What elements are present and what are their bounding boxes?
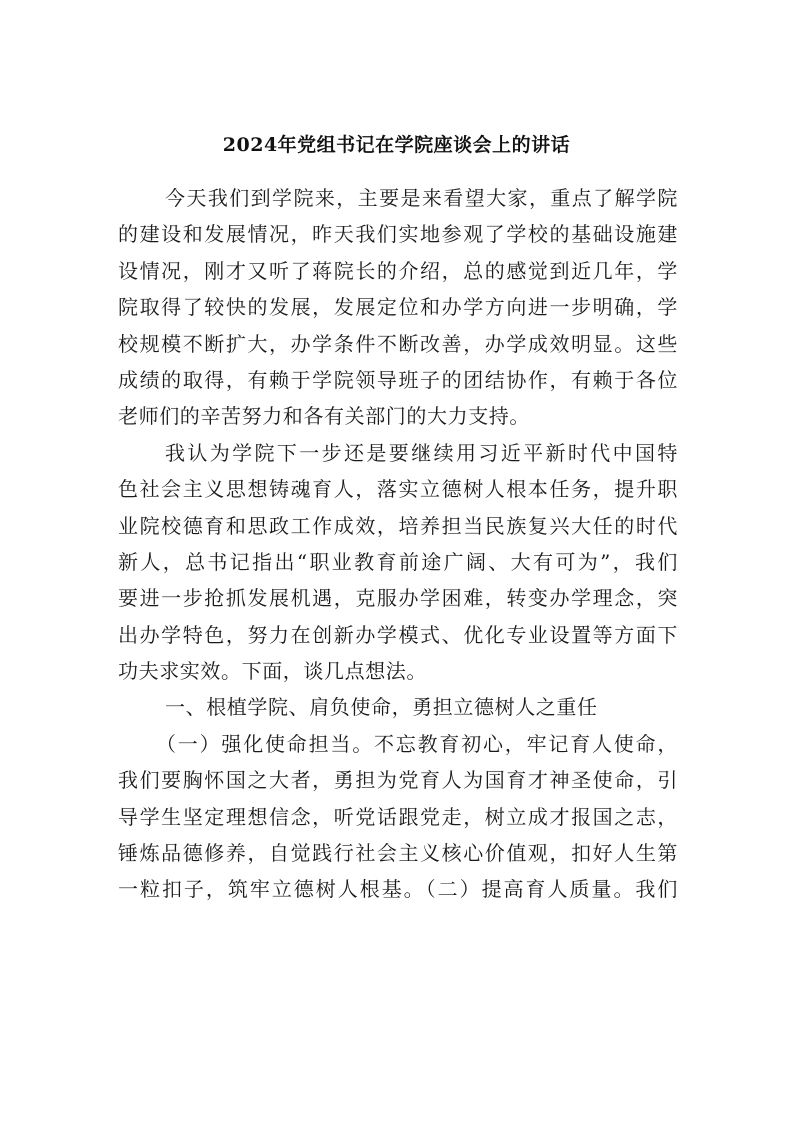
paragraph-3-line-2: 我们要胸怀国之大者，勇担为党育人为国育才神圣使命，引: [118, 768, 678, 793]
paragraph-1-line-1: 今天我们到学院来，主要是来看望大家，重点了解学院: [165, 186, 678, 210]
paragraph-2-line-7: 功夫求实效。下面，谈几点想法。: [118, 659, 427, 684]
paragraph-2-line-4: 新人，总书记指出“职业教育前途广阔、大有可为”，我们: [118, 549, 678, 574]
paragraph-3-line-4: 锤炼品德修养，自觉践行社会主义核心价值观，扣好人生第: [118, 841, 678, 866]
document-body: [118, 180, 678, 908]
paragraph-3-line-5: 一粒扣子，筑牢立德树人根基。（二）提高育人质量。我们: [118, 877, 678, 902]
document-title: 2024年党组书记在学院座谈会上的讲话: [222, 134, 571, 156]
paragraph-2-line-1: 我认为学院下一步还是要继续用习近平新时代中国特: [165, 440, 678, 465]
paragraph-2-line-5: 要进一步抢抓发展机遇，克服办学困难，转变办学理念，突: [118, 586, 678, 611]
paragraph-1-line-6: 成绩的取得，有赖于学院领导班子的团结协作，有赖于各位: [118, 367, 678, 392]
paragraph-3-line-3: 导学生坚定理想信念，听党话跟党走，树立成才报国之志，: [118, 804, 678, 829]
paragraph-1-line-5: 校规模不断扩大，办学条件不断改善，办学成效明显。这些: [118, 331, 678, 356]
paragraph-1-line-7: 老师们的辛苦努力和各有关部门的大力支持。: [118, 404, 530, 429]
paragraph-2-line-2: 色社会主义思想铸魂育人，落实立德树人根本任务，提升职: [118, 477, 678, 502]
paragraph-1-line-3: 设情况，刚才又听了蒋院长的介绍，总的感觉到近几年，学: [118, 258, 678, 283]
paragraph-1-line-2: 的建设和发展情况，昨天我们实地参观了学校的基础设施建: [118, 222, 678, 247]
section-heading-1: 一、根植学院、肩负使命，勇担立德树人之重任: [165, 695, 598, 720]
paragraph-3-line-1: （一）强化使命担当。不忘教育初心，牢记育人使命，: [156, 731, 678, 756]
paragraph-2-line-3: 业院校德育和思政工作成效，培养担当民族复兴大任的时代: [118, 513, 678, 538]
paragraph-1-line-4: 院取得了较快的发展，发展定位和办学方向进一步明确，学: [118, 295, 678, 320]
paragraph-2-line-6: 出办学特色，努力在创新办学模式、优化专业设置等方面下: [118, 622, 678, 647]
